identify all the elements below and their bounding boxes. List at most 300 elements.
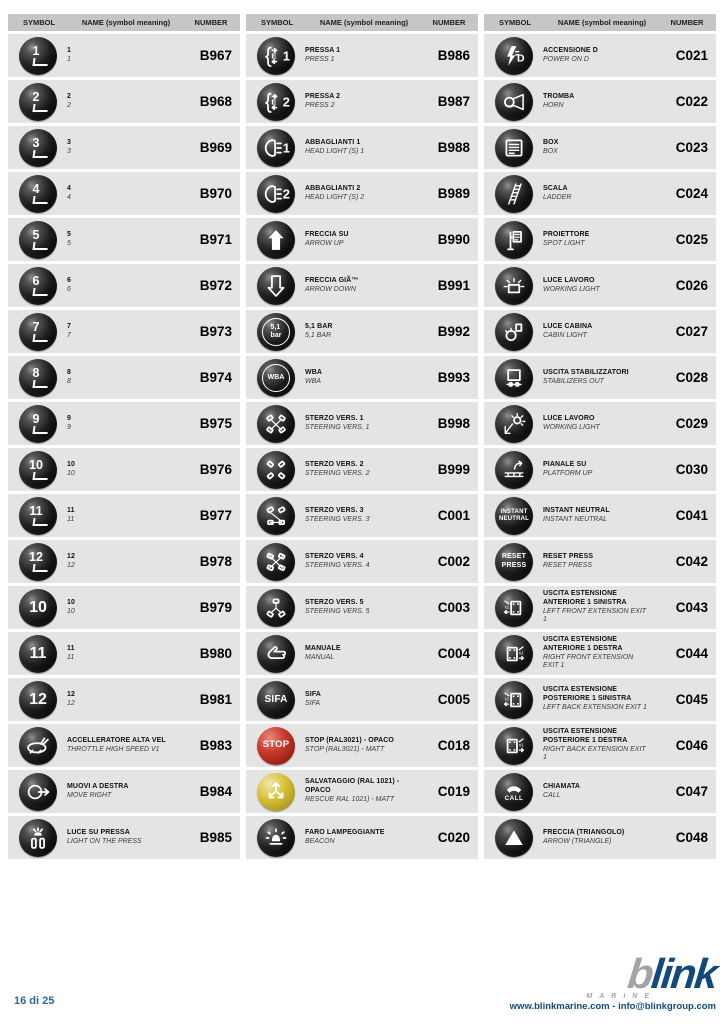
symbol-name-block (305, 691, 412, 709)
symbol-number: C023 (675, 140, 708, 155)
table-row (8, 264, 240, 307)
symbol-name-block (305, 778, 412, 804)
table-row (8, 724, 240, 767)
table-row (484, 678, 716, 721)
symbol-name-block (305, 93, 412, 111)
symbol-name-block (543, 783, 650, 801)
symbol-name-block (305, 415, 412, 433)
symbol-number: B998 (437, 416, 470, 431)
symbol-number: C005 (437, 692, 470, 707)
symbol-name-block (305, 645, 412, 663)
symbol-name-block (67, 323, 174, 341)
table-row (246, 310, 478, 353)
header-name: NAME (symbol meaning) (319, 18, 409, 27)
symbol-name: LUCE LAVORO (543, 414, 595, 422)
horn-icon (495, 83, 533, 121)
symbol-name: LUCE CABINA (543, 322, 593, 330)
steering-version-3-icon (257, 497, 295, 535)
symbol-name-block (67, 599, 174, 617)
table-row (484, 264, 716, 307)
table-row (8, 678, 240, 721)
symbol-name: BOX (543, 138, 559, 146)
press-number-1-icon: 1 (19, 37, 57, 75)
symbol-name-block (305, 737, 412, 755)
symbol-number: B983 (199, 738, 232, 753)
symbol-meaning: MOVE RIGHT (67, 791, 112, 799)
ladder-icon (495, 175, 533, 213)
table-row (8, 80, 240, 123)
symbol-meaning: RESCUE RAL 1021) - MATT (305, 795, 395, 803)
symbol-name: 3 (67, 138, 71, 146)
symbol-name-block (305, 829, 412, 847)
symbol-name: 2 (67, 92, 71, 100)
symbol-name: USCITA ESTENSIONE POSTERIORE 1 DESTRA (543, 728, 628, 744)
symbol-name: FARO LAMPEGGIANTE (305, 828, 385, 836)
symbol-meaning: PRESS 1 (305, 55, 335, 63)
symbol-number: B979 (199, 600, 232, 615)
svg-text:D: D (516, 51, 525, 64)
symbol-name: SCALA (543, 184, 568, 192)
symbol-name-block (305, 139, 412, 157)
symbol-meaning: 10 (67, 607, 75, 615)
symbol-name-block (305, 461, 412, 479)
symbol-number: B993 (437, 370, 470, 385)
symbol-meaning: 3 (67, 147, 71, 155)
symbol-name: RESET PRESS (543, 552, 594, 560)
table-row (484, 724, 716, 767)
symbol-number: C046 (675, 738, 708, 753)
symbol-name: ABBAGLIANTI 1 (305, 138, 361, 146)
symbol-number: C001 (437, 508, 470, 523)
spotlight-icon (495, 221, 533, 259)
symbol-meaning: HEAD LIGHT (S) 1 (305, 147, 365, 155)
press-number-10-icon: 10 (19, 451, 57, 489)
logo-marine-label: MARINE (586, 993, 656, 1000)
logo-link: link (649, 950, 719, 998)
rescue-arrows-icon (257, 773, 295, 811)
symbol-number: C024 (675, 186, 708, 201)
symbol-number: B968 (199, 94, 232, 109)
table-row (484, 448, 716, 491)
table-row (8, 34, 240, 77)
symbol-number: B980 (199, 646, 232, 661)
cabin-light-icon (495, 313, 533, 351)
table-row (8, 586, 240, 629)
symbol-name: CHIAMATA (543, 782, 581, 790)
symbol-name: STERZO VERS. 2 (305, 460, 364, 468)
symbol-name: 11 (67, 644, 75, 652)
stop-button: STOP (257, 727, 295, 765)
symbol-number: B988 (437, 140, 470, 155)
symbol-name: PRESSA 1 (305, 46, 341, 54)
press-number-11-icon: 11 (19, 497, 57, 535)
header-number: NUMBER (432, 18, 466, 27)
symbol-name-block (67, 139, 174, 157)
symbol-number: B973 (199, 324, 232, 339)
symbol-name-block (543, 829, 650, 847)
symbol-number: B990 (437, 232, 470, 247)
header-symbol: SYMBOL (498, 18, 532, 27)
table-row (8, 402, 240, 445)
arrow-down-icon (257, 267, 295, 305)
symbol-meaning: BEACON (305, 837, 335, 845)
press-cycle-1-icon: E 1 (257, 37, 295, 75)
symbol-number: C026 (675, 278, 708, 293)
column-header (8, 14, 240, 31)
platform-up-icon (495, 451, 533, 489)
symbol-name-block (543, 93, 650, 111)
table-row (484, 310, 716, 353)
symbol-name: 12 (67, 552, 75, 560)
symbol-name-block (305, 47, 412, 65)
table-row (484, 34, 716, 77)
symbol-number: B970 (199, 186, 232, 201)
power-on-d-icon (495, 37, 533, 75)
catalog-column-1 (8, 14, 240, 862)
table-row (8, 172, 240, 215)
symbol-name: WBA (305, 368, 323, 376)
table-row (246, 586, 478, 629)
symbol-name-block (305, 323, 412, 341)
header-name: NAME (symbol meaning) (81, 18, 171, 27)
symbol-number: B974 (199, 370, 232, 385)
symbol-meaning: HORN (543, 101, 564, 109)
press-number-8-icon: 8 (19, 359, 57, 397)
stabilizers-out-icon (495, 359, 533, 397)
symbol-number: C048 (675, 830, 708, 845)
table-row (484, 402, 716, 445)
table-row (246, 494, 478, 537)
headlight-1-icon: 1 (257, 129, 295, 167)
number-12-icon: 12 (19, 681, 57, 719)
svg-text:x1: x1 (519, 741, 524, 747)
symbol-number: C020 (437, 830, 470, 845)
light-on-press-icon (19, 819, 57, 857)
symbol-name-block (67, 691, 174, 709)
press-number-6-icon: 6 (19, 267, 57, 305)
call-icon (495, 773, 533, 811)
header-number: NUMBER (670, 18, 704, 27)
header-symbol: SYMBOL (22, 18, 56, 27)
symbol-name: TROMBA (543, 92, 575, 100)
table-row (484, 80, 716, 123)
symbol-name: STOP (RAL3021) - OPACO (305, 736, 394, 744)
press-number-4-icon: 4 (19, 175, 57, 213)
symbol-name-block (543, 277, 650, 295)
symbol-name: MUOVI A DESTRA (67, 782, 129, 790)
table-row (484, 494, 716, 537)
table-row (8, 218, 240, 261)
symbol-meaning: HEAD LIGHT (S) 2 (305, 193, 365, 201)
press-number-9-icon: 9 (19, 405, 57, 443)
symbol-number: C021 (675, 48, 708, 63)
symbol-number: C019 (437, 784, 470, 799)
symbol-number: C045 (675, 692, 708, 707)
symbol-meaning: STEERING VERS. 5 (305, 607, 370, 615)
catalog-column-3 (484, 14, 716, 862)
table-row (484, 356, 716, 399)
symbol-name: 7 (67, 322, 71, 330)
table-row (8, 494, 240, 537)
extension-left-icon (495, 589, 533, 627)
symbol-number: C025 (675, 232, 708, 247)
table-row (484, 632, 716, 675)
symbol-meaning: 11 (67, 653, 75, 661)
symbol-meaning: 2 (67, 101, 71, 109)
symbol-name: FRECCIA (TRIANGOLO) (543, 828, 625, 836)
symbol-catalog-table (8, 14, 716, 862)
table-row (246, 218, 478, 261)
symbol-meaning: PRESS 2 (305, 101, 335, 109)
press-number-5-icon: 5 (19, 221, 57, 259)
number-11-icon: 11 (19, 635, 57, 673)
symbol-name: 12 (67, 690, 75, 698)
symbol-name-block (67, 829, 174, 847)
headlight-2-icon: 2 (257, 175, 295, 213)
symbol-number: B981 (199, 692, 232, 707)
symbol-meaning: WORKING LIGHT (543, 423, 600, 431)
symbol-number: C029 (675, 416, 708, 431)
steering-version-5-icon (257, 589, 295, 627)
table-row (484, 586, 716, 629)
symbol-name: USCITA ESTENSIONE ANTERIORE 1 DESTRA (543, 636, 623, 652)
extension-right-icon (495, 727, 533, 765)
table-row (8, 448, 240, 491)
symbol-number: B969 (199, 140, 232, 155)
symbol-meaning: 12 (67, 699, 75, 707)
extension-left-icon (495, 681, 533, 719)
symbol-name: 10 (67, 460, 75, 468)
symbol-meaning: 8 (67, 377, 71, 385)
symbol-name: 9 (67, 414, 71, 422)
symbol-name: PRESSA 2 (305, 92, 341, 100)
svg-text:E: E (271, 96, 277, 106)
symbol-meaning: STEERING VERS. 4 (305, 561, 370, 569)
svg-text:x1: x1 (504, 603, 510, 609)
steering-version-4-icon (257, 543, 295, 581)
symbol-meaning: LIGHT ON THE PRESS (67, 837, 142, 845)
symbol-name-block (305, 231, 412, 249)
symbol-number: B991 (437, 278, 470, 293)
symbol-number: B986 (437, 48, 470, 63)
symbol-meaning: SPOT LIGHT (543, 239, 585, 247)
table-row (246, 34, 478, 77)
press-number-7-icon: 7 (19, 313, 57, 351)
page-number: 16 di 25 (14, 995, 55, 1007)
reset-press-label: RESET PRESS (495, 543, 533, 581)
symbol-name-block (543, 461, 650, 479)
symbol-name: STERZO VERS. 4 (305, 552, 364, 560)
header-name: NAME (symbol meaning) (557, 18, 647, 27)
press-cycle-2-icon: E 2 (257, 83, 295, 121)
symbol-name-block (67, 185, 174, 203)
symbol-meaning: INSTANT NEUTRAL (543, 515, 608, 523)
symbol-number: C044 (675, 646, 708, 661)
symbol-name-block (543, 415, 650, 433)
symbol-name: 11 (67, 506, 75, 514)
symbol-name: STERZO VERS. 5 (305, 598, 364, 606)
symbol-name-block (67, 277, 174, 295)
symbol-number: C027 (675, 324, 708, 339)
symbol-name-block (543, 728, 650, 763)
symbol-meaning: 5,1 BAR (305, 331, 332, 339)
table-row (246, 816, 478, 859)
pressure-5-1-bar-icon: 5,1 bar (257, 313, 295, 351)
symbol-name: ACCELLERATORE ALTA VEL (67, 736, 166, 744)
symbol-number: C028 (675, 370, 708, 385)
table-row (484, 218, 716, 261)
wba-icon: WBA (257, 359, 295, 397)
symbol-meaning: 6 (67, 285, 71, 293)
symbol-number: C022 (675, 94, 708, 109)
symbol-name-block (543, 139, 650, 157)
move-right-icon (19, 773, 57, 811)
symbol-meaning: 11 (67, 515, 75, 523)
table-row (246, 402, 478, 445)
symbol-name-block (305, 185, 412, 203)
table-row (484, 126, 716, 169)
symbol-name: LUCE LAVORO (543, 276, 595, 284)
symbol-name: 6 (67, 276, 71, 284)
press-number-12-icon: 12 (19, 543, 57, 581)
symbol-meaning: 9 (67, 423, 71, 431)
symbol-number: B977 (199, 508, 232, 523)
symbol-number: C030 (675, 462, 708, 477)
table-row (484, 816, 716, 859)
symbol-meaning: STABILIZERS OUT (543, 377, 604, 385)
symbol-name-block (543, 185, 650, 203)
symbol-meaning: ARROW DOWN (305, 285, 356, 293)
symbol-number: C042 (675, 554, 708, 569)
extension-right-icon (495, 635, 533, 673)
symbol-meaning: MANUAL (305, 653, 335, 661)
table-row (246, 678, 478, 721)
symbol-meaning: RIGHT FRONT EXTENSION EXIT 1 (543, 653, 634, 670)
symbol-meaning: STEERING VERS. 3 (305, 515, 370, 523)
symbol-name-block (305, 277, 412, 295)
steering-version-1-icon (257, 405, 295, 443)
symbol-name-block (543, 553, 650, 571)
hare-icon (19, 727, 57, 765)
table-row (246, 724, 478, 767)
symbol-meaning: 5 (67, 239, 71, 247)
symbol-name: LUCE SU PRESSA (67, 828, 130, 836)
website-link[interactable]: www.blinkmarine.com - info@blinkgroup.com (509, 1001, 716, 1012)
symbol-number: C041 (675, 508, 708, 523)
table-row (8, 632, 240, 675)
symbol-name: 5 (67, 230, 71, 238)
symbol-number: B976 (199, 462, 232, 477)
symbol-meaning: LEFT FRONT EXTENSION EXIT 1 (543, 607, 647, 624)
symbol-name-block (67, 369, 174, 387)
symbol-name: ABBAGLIANTI 2 (305, 184, 361, 192)
symbol-meaning: STEERING VERS. 1 (305, 423, 370, 431)
table-row (246, 632, 478, 675)
symbol-meaning: LEFT BACK EXTENSION EXIT 1 (543, 703, 647, 711)
symbol-name: SIFA (305, 690, 321, 698)
symbol-meaning: LADDER (543, 193, 572, 201)
symbol-number: B989 (437, 186, 470, 201)
symbol-meaning: 12 (67, 561, 75, 569)
symbol-meaning: THROTTLE HIGH SPEED V1 (67, 745, 160, 753)
symbol-number: B985 (199, 830, 232, 845)
symbol-meaning: PLATFORM UP (543, 469, 593, 477)
svg-text:E: E (271, 50, 277, 60)
symbol-name-block (305, 553, 412, 571)
symbol-meaning: ARROW UP (305, 239, 344, 247)
table-row (246, 172, 478, 215)
svg-text:CALL: CALL (504, 794, 524, 802)
catalog-column-2 (246, 14, 478, 862)
symbol-name: INSTANT NEUTRAL (543, 506, 610, 514)
symbol-number: B987 (437, 94, 470, 109)
table-row (8, 356, 240, 399)
table-row (246, 448, 478, 491)
symbol-name-block (67, 553, 174, 571)
symbol-name-block (67, 47, 174, 65)
table-row (8, 770, 240, 813)
symbol-number: B972 (199, 278, 232, 293)
symbol-name-block (543, 636, 650, 671)
table-row (8, 540, 240, 583)
symbol-name-block (67, 783, 174, 801)
blink-marine-logo (486, 950, 719, 1012)
symbol-name-block (67, 461, 174, 479)
beacon-icon (257, 819, 295, 857)
symbol-name: 8 (67, 368, 71, 376)
header-symbol: SYMBOL (260, 18, 294, 27)
symbol-number: C002 (437, 554, 470, 569)
symbol-name: PIANALE SU (543, 460, 587, 468)
symbol-name: SALVATAGGIO (RAL 1021) - OPACO (305, 778, 400, 795)
symbol-meaning: WORKING LIGHT (543, 285, 600, 293)
column-header (246, 14, 478, 31)
column-header (484, 14, 716, 31)
press-number-2-icon: 2 (19, 83, 57, 121)
symbol-meaning: RESET PRESS (543, 561, 593, 569)
table-row (246, 770, 478, 813)
symbol-name: MANUALE (305, 644, 341, 652)
svg-text:x1: x1 (519, 649, 524, 655)
symbol-meaning: RIGHT BACK EXTENSION EXIT 1 (543, 745, 646, 762)
symbol-meaning: SIFA (305, 699, 321, 707)
symbol-name-block (305, 369, 412, 387)
symbol-number: C003 (437, 600, 470, 615)
symbol-name-block (543, 590, 650, 625)
symbol-number: B984 (199, 784, 232, 799)
symbol-meaning: CALL (543, 791, 561, 799)
symbol-meaning: STOP (RAL3021) - MATT (305, 745, 385, 753)
table-row (484, 770, 716, 813)
symbol-number: C004 (437, 646, 470, 661)
symbol-name-block (67, 415, 174, 433)
symbol-number: B971 (199, 232, 232, 247)
symbol-meaning: 4 (67, 193, 71, 201)
symbol-name: FRECCIA SU (305, 230, 349, 238)
working-light-icon (495, 267, 533, 305)
table-row (484, 540, 716, 583)
table-row (484, 172, 716, 215)
table-row (8, 126, 240, 169)
symbol-name: USCITA STABILIZZATORI (543, 368, 629, 376)
symbol-name: 1 (67, 46, 71, 54)
table-row (246, 264, 478, 307)
steering-version-2-icon (257, 451, 295, 489)
symbol-name: FRECCIA GIÃ™ (305, 276, 359, 284)
symbol-number: B978 (199, 554, 232, 569)
symbol-meaning: STEERING VERS. 2 (305, 469, 370, 477)
symbol-number: C018 (437, 738, 470, 753)
